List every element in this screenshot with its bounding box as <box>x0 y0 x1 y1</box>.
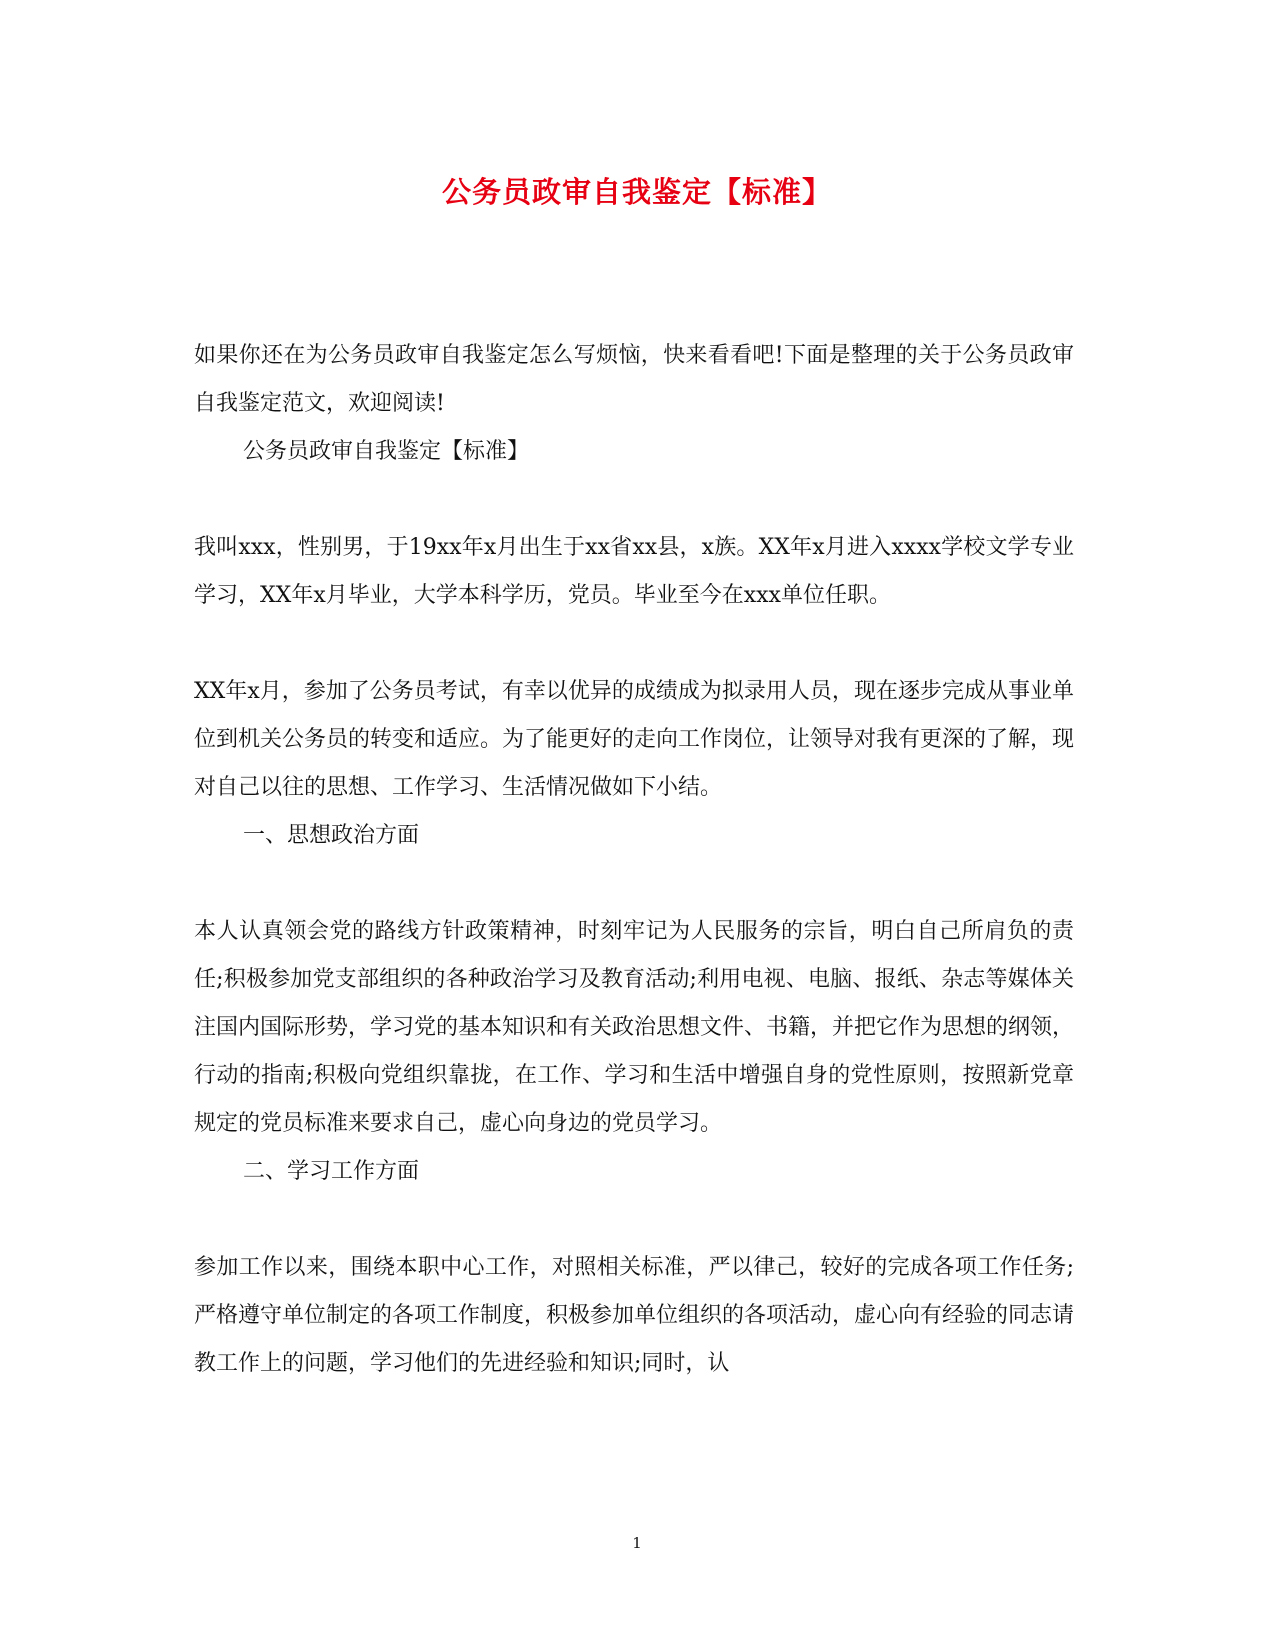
paragraph-gap <box>194 1196 1074 1244</box>
section-heading-politics: 一、思想政治方面 <box>243 823 420 848</box>
paragraph-exam: XX年x月，参加了公务员考试，有幸以优异的成绩成为拟录用人员，现在逐步完成从事业单位到机关公务员的转变和适应。为了能更好的走向工作岗位，让领导对我有更深的了解，现对自己以往的思想、工作学习、生活情况做如下小结。 <box>194 679 1075 800</box>
document-body <box>194 332 1074 1388</box>
paragraph-personal-info: 我叫xxx，性别男，于19xx年x月出生于xx省xx县，x族。XX年x月进入xxxx学校文学专业学习，XX年x月毕业，大学本科学历，党员。毕业至今在xxx单位任职。 <box>194 535 1074 608</box>
paragraph-gap <box>194 860 1074 908</box>
paragraph-gap <box>194 476 1074 524</box>
paragraph-politics: 本人认真领会党的路线方针政策精神，时刻牢记为人民服务的宗旨，明白自己所肩负的责任;积极参加党支部组织的各种政治学习及教育活动;利用电视、电脑、报纸、杂志等媒体关注国内国际形势，学习党的基本知识和有关政治思想文件、书籍，并把它作为思想的纲领，行动的指南;积极向党组织靠拢，在工作、学习和生活中增强自身的党性原则，按照新党章规定的党员标准来要求自己，虚心向身边的党员学习。 <box>194 919 1075 1136</box>
paragraph-work: 参加工作以来，围绕本职中心工作，对照相关标准，严以律己，较好的完成各项工作任务;严格遵守单位制定的各项工作制度，积极参加单位组织的各项活动，虚心向有经验的同志请教工作上的问题，学习他们的先进经验和知识;同时，认 <box>194 1255 1075 1376</box>
document-title: 公务员政审自我鉴定【标准】 <box>441 175 832 209</box>
paragraph-intro: 如果你还在为公务员政审自我鉴定怎么写烦恼，快来看看吧!下面是整理的关于公务员政审自我鉴定范文，欢迎阅读! <box>194 343 1075 416</box>
paragraph-gap <box>194 620 1074 668</box>
page-number: 1 <box>632 1534 642 1552</box>
paragraph-subtitle: 公务员政审自我鉴定【标准】 <box>243 439 530 464</box>
section-heading-work: 二、学习工作方面 <box>243 1159 420 1184</box>
